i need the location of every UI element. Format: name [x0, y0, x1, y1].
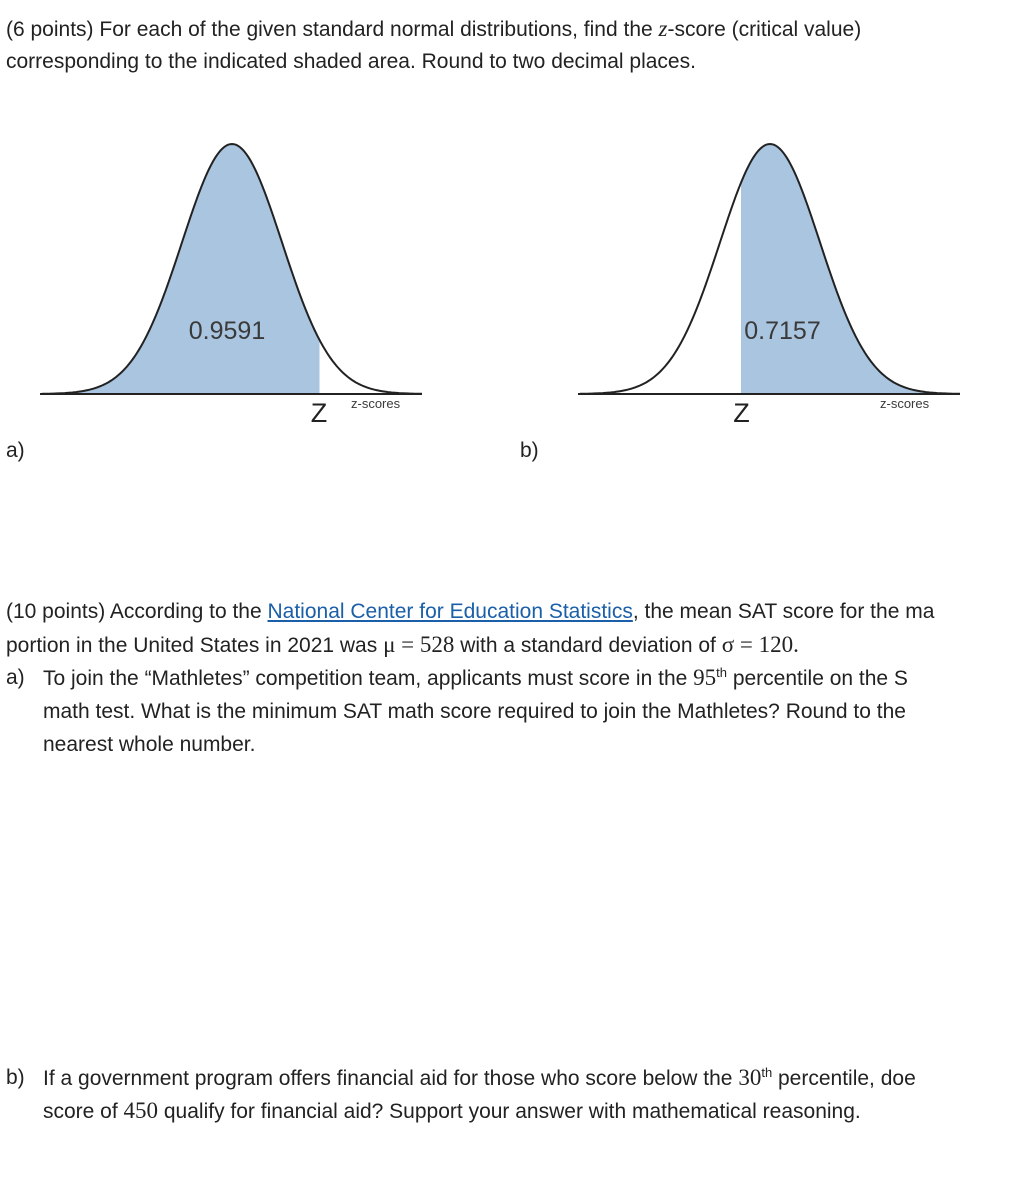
q2b-line1-post: percentile, doe: [772, 1067, 916, 1090]
q2b-line2-post: qualify for financial aid? Support your answer with mathematical reasoning.: [158, 1100, 861, 1123]
normal-curve-chart-b: [578, 130, 968, 430]
q2b-label: b): [6, 1066, 25, 1089]
q2-line2-mid: with a standard deviation of: [454, 634, 722, 657]
area-value-a: 0.9591: [188, 317, 266, 345]
q1-line1-text: (6 points) For each of the given standard normal distributions, find the: [6, 18, 659, 41]
q2-line1-pre: (10 points) According to the: [6, 600, 268, 623]
mu-expression: μ = 528: [383, 632, 455, 657]
q2b-line2-pre: score of: [43, 1100, 124, 1123]
q2a-line2: math test. What is the minimum SAT math score required to join the Mathletes? Round to the: [43, 700, 906, 723]
q2a-percentile-suffix: th: [716, 665, 727, 680]
z-variable: z: [658, 16, 668, 41]
q2b-line2: [43, 1094, 861, 1128]
q2a-line1: [43, 661, 908, 695]
normal-curve-chart-a: [40, 130, 430, 430]
q2a-line1-pre: To join the “Mathletes” competition team, applicants must score in the: [43, 667, 694, 690]
q2b-line1: [43, 1061, 916, 1095]
q2-line2-pre: portion in the United States in 2021 was: [6, 634, 384, 657]
q1-line1-end: -score (critical value): [667, 18, 862, 41]
q2a-percentile-number: 95: [693, 665, 717, 690]
axis-label-b: z-scores: [880, 396, 930, 411]
nces-link[interactable]: National Center for Education Statistics: [267, 600, 633, 623]
q2a-line1-post: percentile on the S: [726, 667, 908, 690]
q1-line2: [6, 45, 696, 78]
q2-line2: [6, 628, 799, 662]
q2b-line1-pre: If a government program offers financial aid for those who score below the: [43, 1067, 739, 1090]
sigma-expression: σ = 120.: [721, 632, 799, 657]
z-label-a: Z: [310, 398, 328, 428]
q2b-percentile-suffix: th: [761, 1065, 773, 1080]
q2a-line3: nearest whole number.: [43, 733, 256, 756]
q1-line1: [6, 12, 861, 46]
q2b-percentile-number: 30: [738, 1065, 762, 1090]
axis-label-a: z-scores: [351, 396, 401, 411]
part-label-b: b): [520, 439, 539, 462]
z-label-b: Z: [733, 398, 750, 428]
q2-line1-post: , the mean SAT score for the ma: [632, 600, 935, 623]
area-value-b: 0.7157: [744, 317, 821, 345]
q1-line2-text: corresponding to the indicated shaded area. Round to two decimal places.: [6, 50, 696, 73]
q2b-score: 450: [123, 1098, 159, 1123]
q2a-label: a): [6, 666, 25, 689]
part-label-a: a): [6, 439, 25, 462]
q2-line1: [6, 595, 934, 628]
shaded-area-b: [742, 144, 961, 394]
shaded-area-a: [42, 144, 319, 394]
